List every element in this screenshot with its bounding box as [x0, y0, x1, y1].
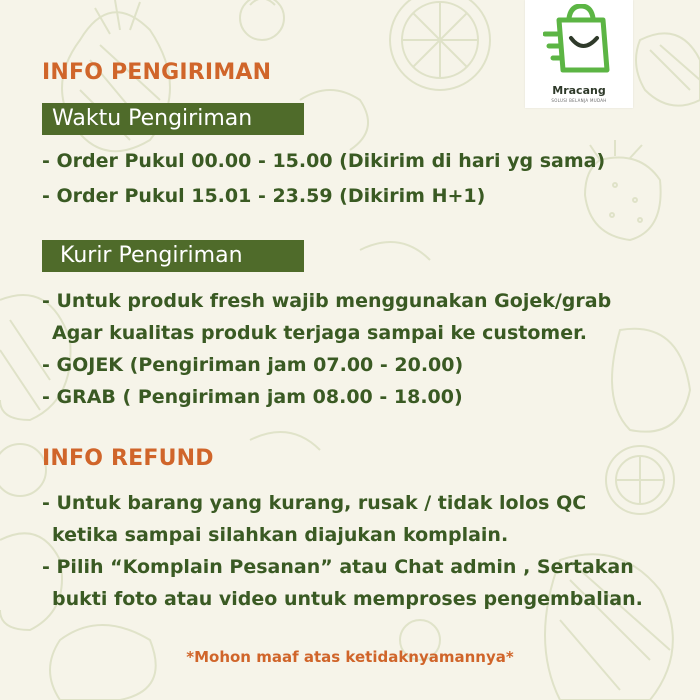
- delivery-time-line: - Order Pukul 15.01 - 23.59 (Dikirim H+1): [42, 185, 486, 207]
- brand-logo: [525, 0, 633, 108]
- courier-line: Agar kualitas produk terjaga sampai ke customer.: [52, 322, 587, 344]
- refund-line: ketika sampai silahkan diajukan komplain.: [52, 524, 509, 546]
- delivery-time-heading: Waktu Pengiriman: [42, 103, 304, 135]
- courier-line: - GRAB ( Pengiriman jam 08.00 - 18.00): [42, 386, 463, 408]
- brand-name: Mracang: [552, 84, 606, 97]
- shopping-bag-logo-icon: [543, 4, 615, 82]
- delivery-time-line: - Order Pukul 00.00 - 15.00 (Dikirim di hari yg sama): [42, 150, 606, 172]
- brand-tagline: SOLUSI BELANJA MUDAH: [551, 98, 607, 103]
- refund-line: bukti foto atau video untuk memproses pengembalian.: [52, 588, 643, 610]
- refund-info-title: INFO REFUND: [42, 446, 214, 471]
- courier-line: - GOJEK (Pengiriman jam 07.00 - 20.00): [42, 354, 464, 376]
- courier-line: - Untuk produk fresh wajib menggunakan Gojek/grab: [42, 290, 612, 312]
- apology-footnote: *Mohon maaf atas ketidaknyamannya*: [186, 648, 514, 666]
- refund-line: - Pilih “Komplain Pesanan” atau Chat admin , Sertakan: [42, 556, 634, 578]
- shipping-info-title: INFO PENGIRIMAN: [42, 60, 272, 85]
- courier-heading: Kurir Pengiriman: [42, 240, 304, 272]
- refund-line: - Untuk barang yang kurang, rusak / tidak lolos QC: [42, 492, 587, 514]
